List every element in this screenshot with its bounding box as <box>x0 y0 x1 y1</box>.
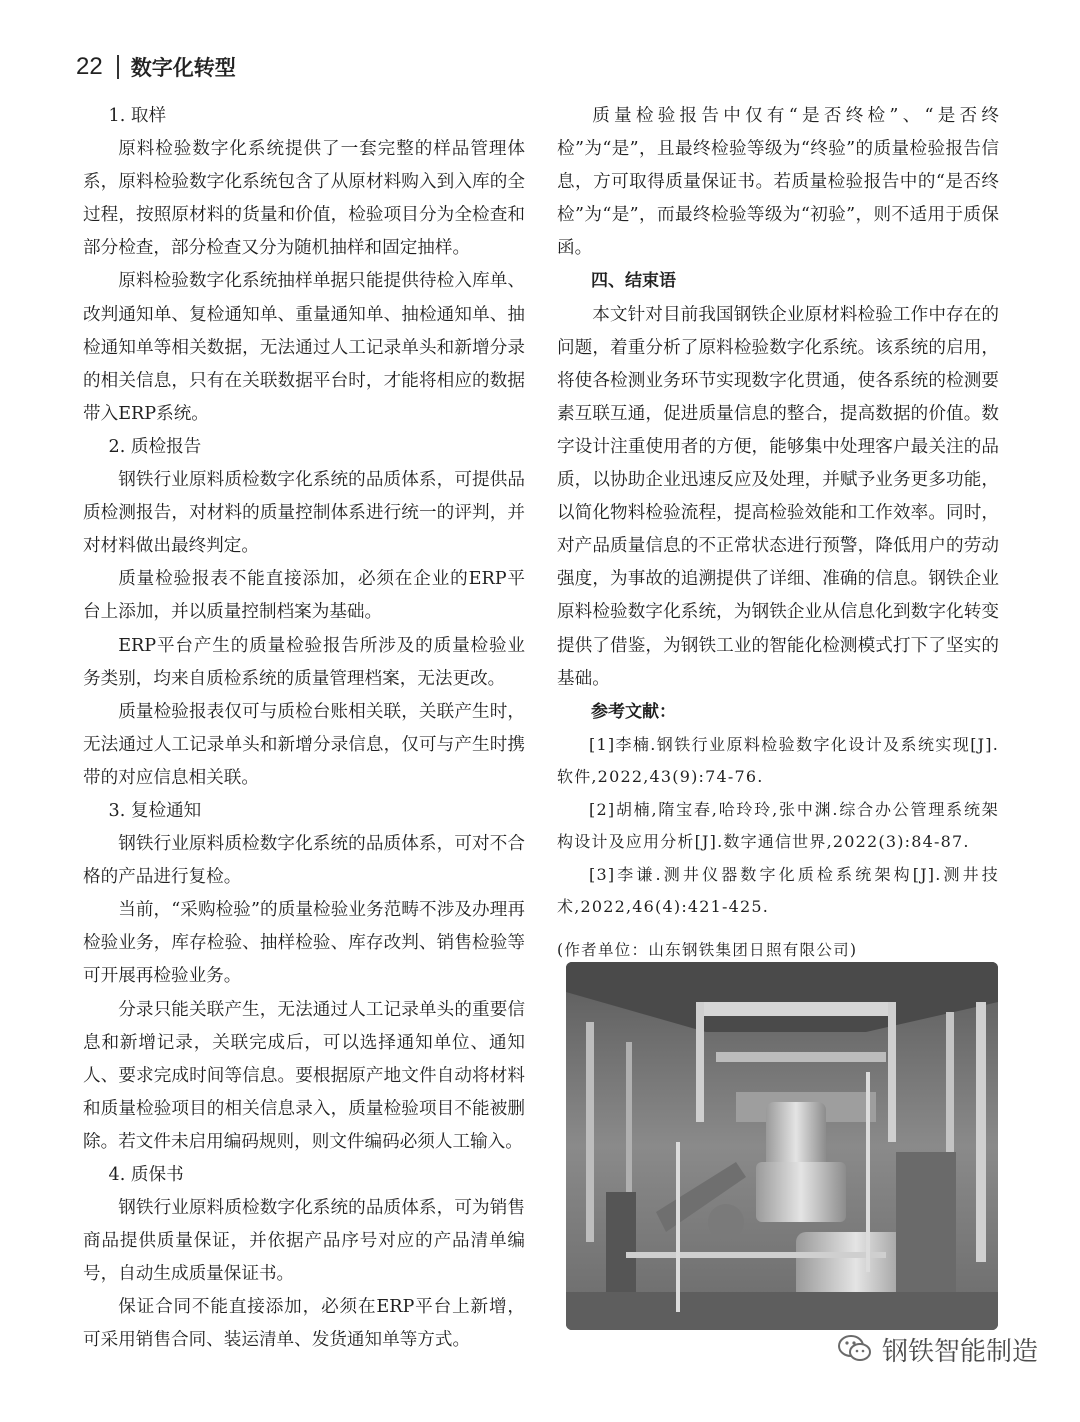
reference-item: [3]李谦.测井仪器数字化质检系统架构[J].测井技术,2022,46(4):421-425. <box>557 864 999 917</box>
paragraph: 保证合同不能直接添加，必须在ERP平台上新增，可采用销售合同、装运清单、发货通知单等方式。 <box>83 1297 525 1351</box>
paragraph: 质量检验报表仅可与质检台账相关联，关联产生时，无法通过人工记录单头和新增分录信息，仅可与产生时携带的对应信息相关联。 <box>83 701 525 788</box>
paragraph: 原料检验数字化系统提供了一套完整的样品管理体系，原料检验数字化系统包含了从原材料购入到入库的全过程，按照原材料的货量和价值，检验项目分为全检查和部分检查，部分检查又分为随机抽样和固定抽样。 <box>83 139 525 259</box>
subsection-heading: 4. 质保书 <box>108 1165 184 1185</box>
paragraph: ERP平台产生的质量检验报告所涉及的质量检验业务类别，均来自质检系统的质量管理档案，无法更改。 <box>83 635 525 689</box>
subsection-heading: 3. 复检通知 <box>108 800 202 821</box>
conclusion-heading: 四、结束语 <box>591 271 676 292</box>
references-list <box>557 729 999 924</box>
subsection-heading: 2. 质检报告 <box>108 436 202 457</box>
watermark <box>836 1330 1038 1368</box>
left-column <box>83 100 525 1358</box>
paragraph: 质量检验报告中仅有“是否终检”、“是否终检”为“是”，且最终检验等级为“终验”的质量检验报告信息，方可取得质量保证书。若质量检验报告中的“是否终检”为“是”，而最终检验等级为“初验”，则不适用于质保函。 <box>557 106 999 259</box>
page-number: 22 <box>76 53 103 80</box>
paragraph: 钢铁行业原料质检数字化系统的品质体系，可提供品质检测报告，对材料的质量控制体系进行统一的评判，并对材料做出最终判定。 <box>83 470 525 557</box>
paragraph: 分录只能关联产生，无法通过人工记录单头的重要信息和新增记录，关联完成后，可以选择通知单位、通知人、要求完成时间等信息。要根据原产地文件自动将材料和质量检验项目的相关信息录入，质量检验项目不能被删除。若文件未启用编码规则，则文件编码必须人工输入。 <box>83 999 525 1152</box>
reference-item: [1]李楠.钢铁行业原料检验数字化设计及系统实现[J].软件,2022,43(9):74-76. <box>557 734 999 787</box>
watermark-text: 钢铁智能制造 <box>882 1336 1039 1367</box>
paragraph: 本文针对目前我国钢铁企业原材料检验工作中存在的问题，着重分析了原料检验数字化系统。该系统的启用，将使各检测业务环节实现数字化贯通，使各系统的检测要素互联互通，促进质量信息的整合，提高数据的价值。数字设计注重使用者的方便，能够集中处理客户最关注的品质，以协助企业迅速反应及处理，并赋予业务更多功能，以简化物料检验流程，提高检验效能和工作效率。同时，对产品质量信息的不正常状态进行预警，降低用户的劳动强度，为事故的追溯提供了详细、准确的信息。钢铁企业原料检验数字化系统，为钢铁企业从信息化到数字化转变提供了借鉴，为钢铁工业的智能化检测模式打下了坚实的基础。 <box>557 304 999 689</box>
paragraph: 钢铁行业原料质检数字化系统的品质体系，可对不合格的产品进行复检。 <box>83 834 525 888</box>
paragraph: 当前，“采购检验”的质量检验业务范畴不涉及办理再检验业务，库存检验、抽样检验、库存改判、销售检验等可开展再检验业务。 <box>83 900 525 987</box>
paragraph: 钢铁行业原料质检数字化系统的品质体系，可为销售商品提供质量保证，并依据产品序号对应的产品清单编号，自动生成质量保证书。 <box>83 1198 525 1285</box>
paragraph: 原料检验数字化系统抽样单据只能提供待检入库单、改判通知单、复检通知单、重量通知单、抽检通知单、抽检通知单等相关数据，无法通过人工记录单头和新增分录的相关信息，只有在关联数据平台时，才能将相应的数据带入ERP系统。 <box>83 271 525 424</box>
subsection-heading: 1. 取样 <box>108 106 167 126</box>
factory-photo <box>566 962 998 1330</box>
section-title: 数字化转型 <box>130 56 236 80</box>
page-header <box>76 50 236 84</box>
paragraph: 质量检验报表不能直接添加，必须在企业的ERP平台上添加，并以质量控制档案为基础。 <box>83 569 525 623</box>
references-heading: 参考文献： <box>591 701 676 722</box>
author-affiliation: (作者单位：山东钢铁集团日照有限公司) <box>557 940 858 959</box>
header-divider <box>117 55 119 79</box>
reference-item: [2]胡楠,隋宝春,哈玲玲,张中渊.综合办公管理系统架构设计及应用分析[J].数字通信世界,2022(3):84-87. <box>557 799 999 852</box>
right-column <box>557 100 999 967</box>
wechat-icon <box>836 1330 874 1368</box>
